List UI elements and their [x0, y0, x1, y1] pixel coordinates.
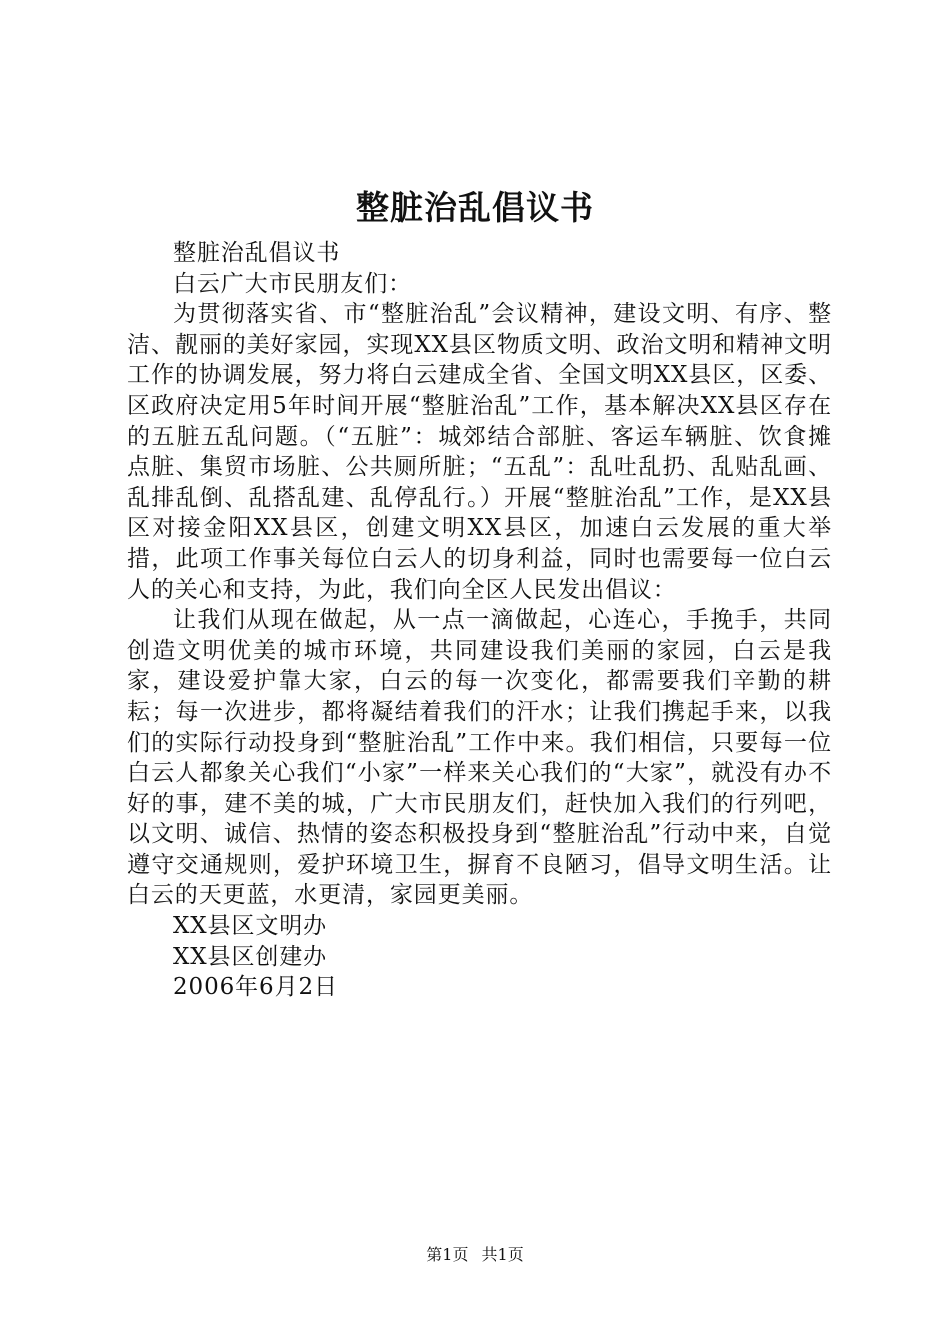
body-paragraph: 让我们从现在做起，从一点一滴做起，心连心，手挽手，共同创造文明优美的城市环境，共同建设我们美丽的家园，白云是我家，建设爱护靠大家，白云的每一次变化，都需要我们辛勤的耕耘；每一次进步，都将凝结着我们的汗水；让我们携起手来，以我们的实际行动投身到“整脏治乱”工作中来。我们相信，只要每一位白云人都象关心我们“小家”一样来关心我们的“大家”，就没有办不好的事，建不美的城，广大市民朋友们，赶快加入我们的行列吧，以文明、诚信、热情的姿态积极投身到“整脏治乱”行动中来，自觉遵守交通规则，爱护环境卫生，摒育不良陋习，倡导文明生活。让白云的天更蓝，水更清，家园更美丽。 [127, 607, 832, 909]
page-number: 第1页 [426, 1245, 469, 1264]
date-line: 2006年6月2日 [173, 974, 338, 1001]
page-total: 共1页 [481, 1245, 524, 1264]
page-footer [0, 1244, 950, 1266]
body-heading: 整脏治乱倡议书 [173, 240, 341, 266]
document-body [127, 238, 832, 1003]
document-title: 整脏治乱倡议书 [356, 188, 594, 227]
body-paragraph: 为贯彻落实省、市“整脏治乱”会议精神，建设文明、有序、整洁、靓丽的美好家园，实现XX县区物质文明、政治文明和精神文明工作的协调发展，努力将白云建成全省、全国文明XX县区，区委、区政府决定用5年时间开展“整脏治乱”工作，基本解决XX县区存在的五脏五乱问题。（“五脏”：城郊结合部脏、客运车辆脏、饮食摊点脏、集贸市场脏、公共厕所脏；“五乱”：乱吐乱扔、乱贴乱画、乱排乱倒、乱搭乱建、乱停乱行。）开展“整脏治乱”工作，是XX县区对接金阳XX县区，创建文明XX县区，加速白云发展的重大举措，此项工作事关每位白云人的切身利益，同时也需要每一位白云人的关心和支持，为此，我们向全区人民发出倡议： [127, 301, 832, 603]
signature-line: XX县区创建办 [173, 943, 328, 970]
salutation: 白云广大市民朋友们： [173, 270, 412, 297]
signature-line: XX县区文明办 [173, 913, 328, 940]
